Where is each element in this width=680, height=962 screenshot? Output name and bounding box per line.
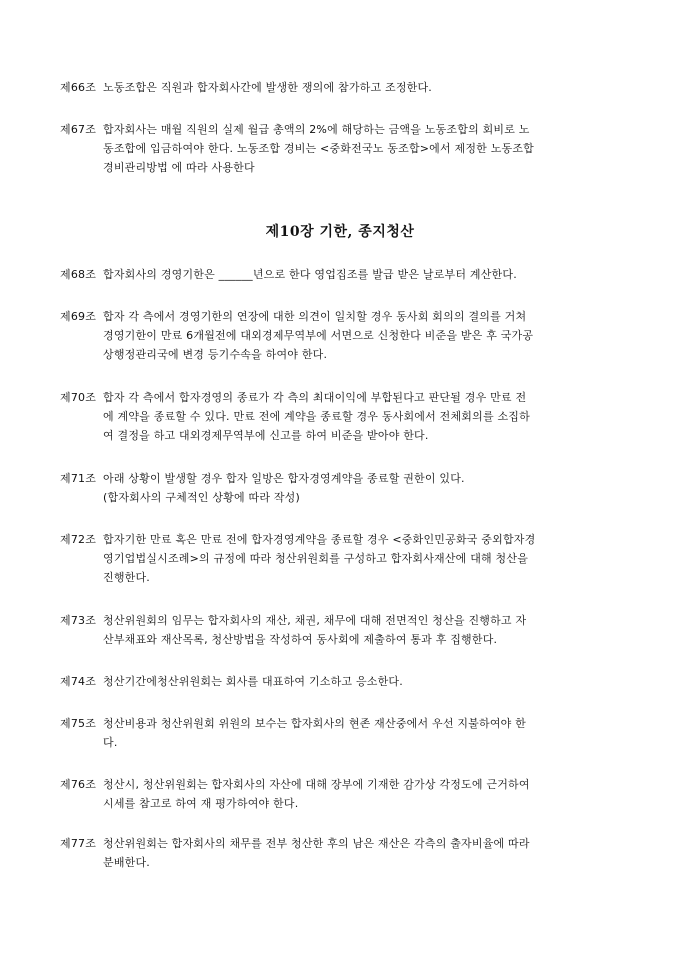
article-line: 노동조합은 직원과 합자회사간에 발생한 쟁의에 참가하고 조정한다.: [103, 81, 433, 94]
article-72: [60, 530, 628, 587]
article-line: 진행한다.: [103, 571, 151, 584]
article-body: [103, 78, 628, 97]
article-number: 제72조: [60, 533, 97, 546]
article-line: 에 계약을 종료할 수 있다. 만료 전에 계약을 종료할 경우 동사회에서 전체회의를 소집하: [103, 410, 530, 423]
article-body: [103, 469, 628, 507]
article-70: [60, 388, 628, 445]
article-line: 상행정관리국에 변경 등기수속을 하여야 한다.: [103, 348, 328, 361]
article-body: [103, 388, 628, 445]
article-73: [60, 611, 628, 649]
article-line: 합자회사는 매월 직원의 실제 월급 총액의 2%에 해당하는 금액을 노동조합의 회비로 노: [103, 123, 530, 136]
chapter-title: 제10장 기한, 종지청산: [265, 224, 415, 240]
article-body: [103, 307, 628, 364]
article-line: 산부채표와 재산목록, 청산방법을 작성하여 동사회에 제출하여 통과 후 집행한다.: [103, 633, 498, 646]
article-66: [60, 78, 628, 97]
article-74: [60, 672, 628, 691]
article-line: 청산기간에청산위원회는 회사를 대표하여 기소하고 응소한다.: [103, 675, 403, 688]
article-body: [103, 265, 628, 284]
article-line: 청산비용과 청산위원회 위원의 보수는 합자회사의 현존 재산중에서 우선 지불하여야 한: [103, 717, 527, 730]
article-body: [103, 530, 628, 587]
article-body: [103, 834, 628, 872]
article-line: 청산위원회의 임무는 합자회사의 재산, 채권, 채무에 대해 전면적인 청산을 진행하고 자: [103, 614, 527, 627]
article-body: [103, 714, 628, 752]
article-line: 동조합에 입금하여야 한다. 노동조합 경비는 <중화전국노 동조합>에서 제정한 노동조합: [103, 142, 535, 155]
article-number: 제68조: [60, 268, 97, 281]
article-line: 아래 상황이 발생할 경우 합자 일방은 합자경영계약을 종료할 권한이 있다.: [103, 472, 465, 485]
article-line: 청산위원회는 합자회사의 채무를 전부 청산한 후의 남은 재산은 각측의 출자비율에 따라: [103, 837, 530, 850]
article-body: [103, 611, 628, 649]
article-line: 청산시, 청산위원회는 합자회사의 자산에 대해 장부에 기재한 감가상 각정도에 근거하여: [103, 778, 530, 791]
article-71: [60, 469, 628, 507]
article-number: 제70조: [60, 391, 97, 404]
article-line: 분배한다.: [103, 856, 151, 869]
article-line: 합자기한 만료 혹은 만료 전에 합자경영계약을 종료할 경우 <중화인민공화국 중외합자경: [103, 533, 536, 546]
article-69: [60, 307, 628, 364]
article-number: 제71조: [60, 472, 97, 485]
article-line: 합자 각 측에서 경영기한의 연장에 대한 의견이 일치할 경우 동사회 회의의 결의를 거쳐: [103, 310, 527, 323]
article-number: 제67조: [60, 123, 97, 136]
article-line: 영기업법실시조례>의 규정에 따라 청산위원회를 구성하고 합자회사재산에 대해 청산을: [103, 552, 529, 565]
article-68: [60, 265, 628, 284]
article-body: [103, 120, 628, 177]
article-number: 제66조: [60, 81, 97, 94]
article-67: [60, 120, 628, 177]
article-line: 시세를 참고로 하여 재 평가하여야 한다.: [103, 797, 299, 810]
article-note: (합자회사의 구체적인 상황에 따라 작성): [103, 491, 300, 504]
article-number: 제69조: [60, 310, 97, 323]
article-line: 여 결정을 하고 대외경제무역부에 신고를 하여 비준을 받아야 한다.: [103, 429, 429, 442]
article-number: 제75조: [60, 717, 97, 730]
article-line: 경비관리방법 에 따라 사용한다: [103, 161, 255, 174]
article-line: 다.: [103, 736, 118, 749]
article-number: 제77조: [60, 837, 97, 850]
article-body: [103, 672, 628, 691]
article-number: 제76조: [60, 778, 97, 791]
article-line: 합자 각 측에서 합자경영의 종료가 각 측의 최대이익에 부합된다고 판단될 경우 만료 전: [103, 391, 527, 404]
article-line: 합자회사의 경영기한은 ______년으로 한다 영업집조를 발급 받은 날로부터 계산한다.: [103, 268, 517, 281]
article-75: [60, 714, 628, 752]
article-number: 제73조: [60, 614, 97, 627]
article-76: [60, 775, 628, 813]
article-line: 경영기한이 만료 6개월전에 대외경제무역부에 서면으로 신청한다 비준을 받은 후 국가공: [103, 329, 534, 342]
article-number: 제74조: [60, 675, 97, 688]
article-77: [60, 834, 628, 872]
article-body: [103, 775, 628, 813]
